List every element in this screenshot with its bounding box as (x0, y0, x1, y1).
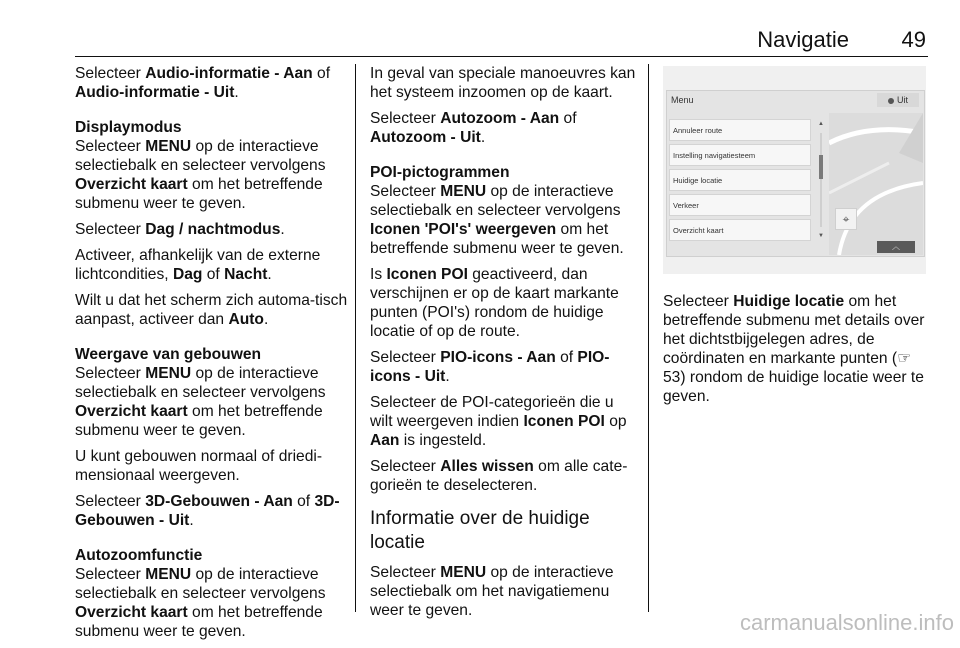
menu-item-annuleer-route[interactable]: Annuleer route (669, 119, 811, 141)
paragraph: Selecteer 3D-Gebouwen - Aan of 3D-Gebouwen - Uit. (75, 493, 340, 529)
section-heading: Autozoomfunctie (75, 547, 203, 564)
scroll-up-icon[interactable]: ▲ (818, 121, 824, 127)
infotainment-screen (666, 90, 925, 257)
menu-item-overzicht-kaart[interactable]: Overzicht kaart (669, 219, 811, 241)
watermark: carmanualsonline.info (739, 610, 954, 635)
paragraph: Selecteer MENU op de interactieve selectiebalk en selecteer vervolgens Iconen 'POI's' weergeven om het betreffende submenu weer te geven. (370, 183, 624, 257)
paragraph: In geval van speciale manoeuvres kan het systeem inzoomen op de kaart. (370, 65, 636, 101)
paragraph: Selecteer Alles wissen om alle cate-gorieën te deselecteren. (370, 458, 628, 494)
header-rule (75, 56, 928, 57)
paragraph: Selecteer PIO-icons - Aan of PIO-icons - Uit. (370, 349, 610, 385)
menu-item-instelling-navigatiesysteem[interactable]: Instelling navigatiesteem (669, 144, 811, 166)
uit-button[interactable]: Uit (877, 93, 919, 107)
menu-list (669, 119, 811, 244)
scroll-thumb[interactable] (819, 155, 823, 179)
page-reference-icon: ☞ (897, 350, 912, 367)
column-divider-1 (355, 64, 356, 612)
paragraph: Is Iconen POI geactiveerd, dan verschijnen er op de kaart markante punten (POI's) rondom de huidige locatie of op de route. (370, 266, 619, 340)
menu-item-verkeer[interactable]: Verkeer (669, 194, 811, 216)
menu-title: Menu (671, 95, 694, 105)
page-header (0, 0, 960, 56)
menu-screenshot-figure (663, 66, 926, 274)
paragraph: Selecteer Huidige locatie om het betreffende submenu met details over het dichtstbijgelegen adres, de coördinaten en markante punten (☞ 53) rondom de huidige locatie weer te geven. (663, 293, 925, 405)
scroll-down-icon[interactable]: ▼ (818, 233, 824, 239)
section-heading: POI-pictogrammen (370, 164, 510, 181)
section-heading: Weergave van gebouwen (75, 346, 262, 363)
paragraph: Selecteer de POI-categorieën die u wilt weergeven indien Iconen POI op Aan is ingesteld. (370, 394, 627, 449)
paragraph: Activeer, afhankelijk van de externe lichtcondities, Dag of Nacht. (75, 247, 321, 283)
scrollbar[interactable] (817, 121, 825, 239)
column-3 (663, 292, 928, 413)
chevron-up-icon[interactable]: ︿ (877, 241, 915, 253)
map-background (829, 113, 923, 255)
section-title: Navigatie (757, 27, 849, 52)
paragraph: Selecteer MENU op de interactieve selectiebalk en selecteer vervolgens Overzicht kaart om het betreffende submenu weer te geven. (75, 138, 326, 212)
center-location-icon[interactable]: ⌖ (835, 208, 857, 230)
page-number: 49 (901, 27, 926, 52)
paragraph: Selecteer Audio-informatie - Aan of Audio-informatie - Uit. (75, 65, 331, 101)
paragraph: Selecteer Dag / nachtmodus. (75, 221, 285, 238)
section-heading-large: Informatie over de huidige locatie (370, 508, 590, 553)
paragraph: Selecteer Autozoom - Aan of Autozoom - Uit. (370, 110, 577, 146)
section-heading: Displaymodus (75, 119, 182, 136)
paragraph: Selecteer MENU op de interactieve selectiebalk en selecteer vervolgens Overzicht kaart om het betreffende submenu weer te geven. (75, 365, 326, 439)
column-1 (75, 64, 350, 648)
paragraph: Selecteer MENU op de interactieve selectiebalk om het navigatiemenu weer te geven. (370, 564, 614, 619)
column-divider-2 (648, 64, 649, 612)
scroll-track (820, 133, 822, 227)
gear-icon (888, 98, 894, 104)
menu-item-huidige-locatie[interactable]: Huidige locatie (669, 169, 811, 191)
paragraph: Selecteer MENU op de interactieve selectiebalk en selecteer vervolgens Overzicht kaart om het betreffende submenu weer te geven. (75, 566, 326, 640)
column-2 (370, 64, 640, 627)
paragraph: Wilt u dat het scherm zich automa-tisch aanpast, activeer dan Auto. (75, 292, 348, 328)
paragraph: U kunt gebouwen normaal of driedi-mensionaal weergeven. (75, 448, 323, 484)
